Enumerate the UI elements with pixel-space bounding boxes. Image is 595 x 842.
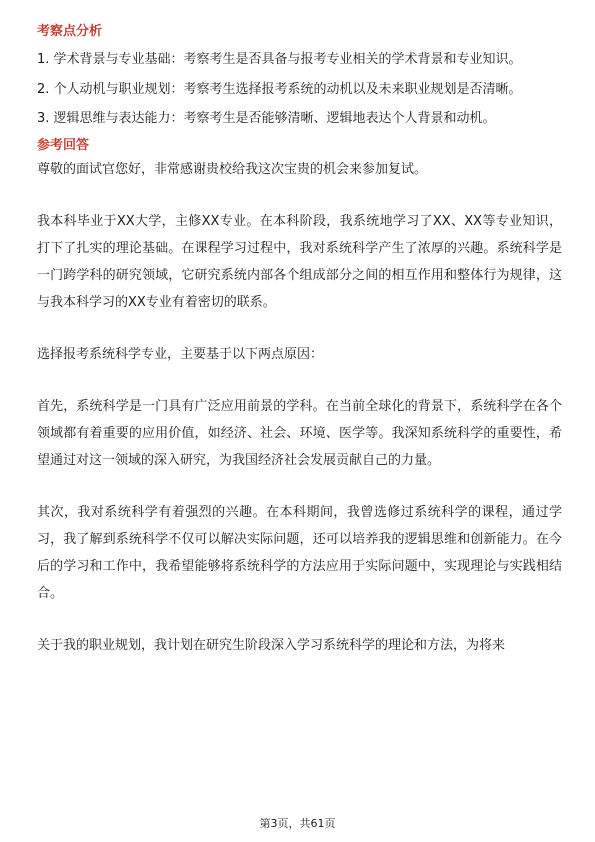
answer-heading: 参考回答	[37, 137, 90, 153]
answer-paragraph-5: 其次，我对系统科学有着强烈的兴趣。在本科期间，我曾选修过系统科学的课程，通过学习，我了解到系统科学不仅可以解决实际问题，还可以培养我的逻辑思维和创新能力。在今后的学习和工作中，我希望能够将系统科学的方法应用于实际问题中，实现理论与实践相结合。	[37, 504, 562, 601]
analysis-item-3: 3. 逻辑思维与表达能力：考察考生是否能够清晰、逻辑地表达个人背景和动机。	[37, 111, 496, 126]
analysis-item-1: 1. 学术背景与专业基础：考察考生是否具备与报考专业相关的学术背景和专业知识。	[37, 52, 522, 67]
answer-paragraph-2: 我本科毕业于XX大学，主修XX专业。在本科阶段，我系统地学习了XX、XX等专业知识，打下了扎实的理论基础。在课程学习过程中，我对系统科学产生了浓厚的兴趣。系统科学是一门跨学科的研究领域，它研究系统内部各个组成部分之间的相互作用和整体行为规律，这与我本科学习的XX专业有着密切的联系。	[37, 213, 562, 310]
analysis-item-2: 2. 个人动机与职业规划：考察考生选择报考系统的动机以及未来职业规划是否清晰。	[37, 81, 522, 97]
analysis-heading: 考察点分析	[37, 24, 103, 39]
answer-paragraph-3: 选择报考系统科学专业，主要基于以下两点原因：	[37, 346, 324, 362]
answer-paragraph-6: 关于我的职业规划，我计划在研究生阶段深入学习系统科学的理论和方法，为将来	[37, 637, 506, 653]
page-footer: 第3页，共61页	[259, 817, 336, 830]
answer-paragraph-4: 首先，系统科学是一门具有广泛应用前景的学科。在当前全球化的背景下，系统科学在各个领域都有着重要的应用价值，如经济、社会、环境、医学等。我深知系统科学的重要性，希望通过对这一领域的深入研究，为我国经济社会发展贡献自己的力量。	[37, 398, 562, 468]
answer-paragraph-1: 尊敬的面试官您好，非常感谢贵校给我这次宝贵的机会来参加复试。	[37, 161, 428, 177]
page-content	[37, 22, 562, 659]
